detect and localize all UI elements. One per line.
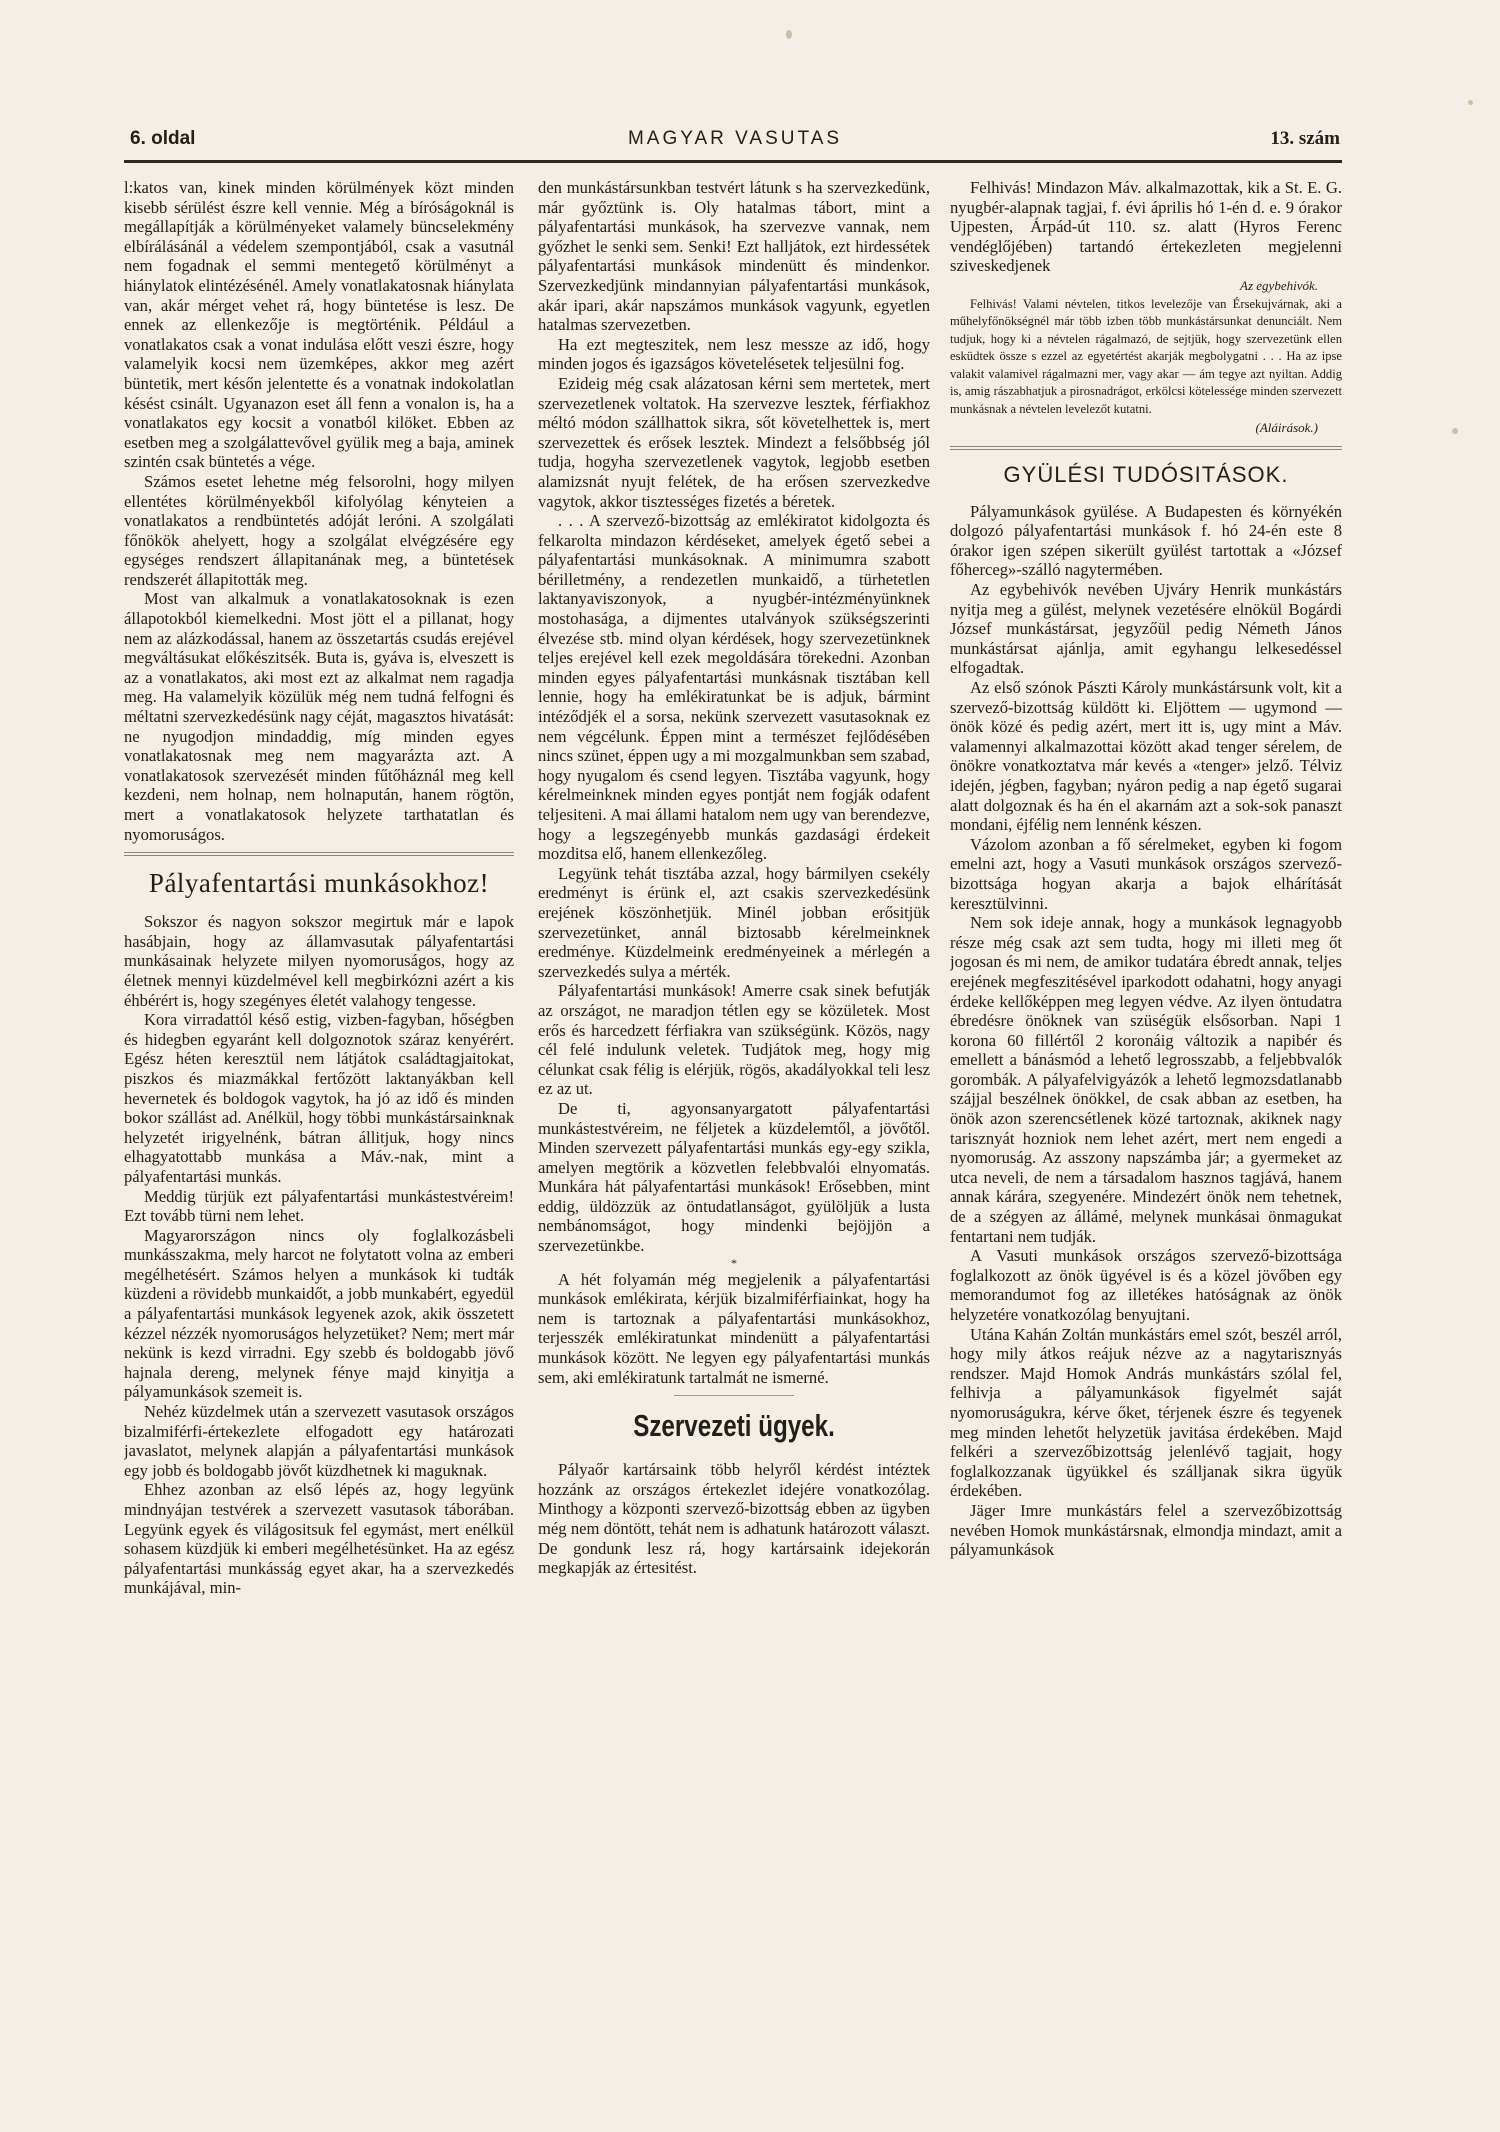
section-divider bbox=[674, 1395, 794, 1396]
section-star: * bbox=[731, 1255, 737, 1270]
article-paragraph: Pályafentartási munkások! Amerre csak sinek befutják az országot, ne maradjon tétlen egy se közületek. Most erős és harcedzett férfiakra van szükségünk. Közös, nagy cél felé indulunk veletek. Tudjátok meg, hogy mig célunkat csak félig is elérjük, rögös, akadályokkal teli lesz ez az ut. bbox=[538, 981, 930, 1099]
article-paragraph: Az egybehivók nevében Ujváry Henrik munkástárs nyitja meg a gülést, melynek vezetésére elnökül Bogárdi József munkástársat, jegyzőül pedig Németh János munkástársat ajánlja, amit egyhangu lelkesedéssel elfogadtak. bbox=[950, 580, 1342, 678]
article-paragraph: Magyarországon nincs oly foglalkozásbeli munkásszakma, mely harcot ne folytatott volna az emberi megélhetésért. Számos helyen a munkások ki tudták küzdeni a rövidebb munkaidőt, a jobb munkabért, egyedül a pályafentartási munkások legyenek azok, akik összetett kézzel nézzék nyomoruságos helyzetüket? Nem; mert már nekünk is kezd virradni. Egy szebb és boldogabb jövő hajnala dereng, melynek fénye majd kinyitja a pályamunkások szemeit is. bbox=[124, 1225, 514, 1402]
article-paragraph: . . . A szervező-bizottság az emlékiratot kidolgozta és felkarolta mindazon kérdéseket, amelyek égető sebei a pályafentartási munkásoknak. A minimumra szabott bérilletmény, a rendezetlen munkaidő, a türhetetlen laktanyaviszonyok, a nyugbér-intézményünknek mostohasága, a dijmentes utalványok szükségszerinti élvezése stb. mind olyan kérdések, hogy szervezetünknek teljes erejével kell ezek megoldására törekedni. Azonban minden egyes pályafentartási munkásnak tisztában kell lennie, hogy ha emlékiratunkat be is adjuk, bármint intéződjék el a sorsa, nekünk szervezett vasutasoknak ez nem végcélunk. Éppen mint a természet fejlődésében nincs szünet, éppen ugy a mi mozgalmunkban sem szabad, hogy nyugalom és csend legyen. Tisztába vagyunk, hogy kérelmeinknek minden egyes pontját nem fogják odafent teljesiteni. A mai állami hatalom nem ugy van berendezve, hogy a legszegényebb munkás gazdasági érdekeit mozditsa elő, hanem ellenkezőleg. bbox=[538, 511, 930, 864]
notice-paragraph: Felhivás! Mindazon Máv. alkalmazottak, kik a St. E. G. nyugbér-alapnak tagjai, f. évi április hó 1-én d. e. 9 órakor Ujpesten, Árpád-út 110. sz. alatt (Hyros Ferenc vendéglőjében) tartandó értekezleten megjelenni sziveskedjenek bbox=[950, 178, 1342, 276]
article-paragraph: Meddig türjük ezt pályafentartási munkástestvéreim! Ezt tovább türni nem lehet. bbox=[124, 1186, 514, 1226]
article-paragraph: De ti, agyonsanyargatott pályafentartási munkástestvéreim, ne féljetek a küzdelemtől, a jövőtől. Minden szervezett pályafentartási munkás egy-egy szikla, amelyen megtörik a közvetlen felebbvalói elnyomatás. Munkára hát pályafentartási munkások! Erősebben, mint eddig, üldözzük az öntudatlanságot, gyülöljük a lusta nembánomságot, hogy mindenki bejöjjön a szervezetünkbe. bbox=[538, 1098, 930, 1256]
article-paragraph: Utána Kahán Zoltán munkástárs emel szót, beszél arról, hogy mily átkos reájuk nézve az a nagytarisznyás rendszer. Majd Homok András munkástárs szólal fel, felhivja a pályamunkások figyelmét saját nyomoruságukra, kérve őket, térjenek észre és tegyenek meg minden lehetőt helyzetük javitása érdekében. Majd felkéri a szervezőbizottság jelenlévő tagjait, hogy foglalkozzanak ügyükkel és szálljanak sikra ügyük érdekében. bbox=[950, 1324, 1342, 1501]
page-header bbox=[130, 128, 1340, 162]
issue-number: 13. szám bbox=[1270, 128, 1340, 149]
article-paragraph: Legyünk tehát tisztába azzal, hogy bármilyen csekély eredményt is érünk el, azt csakis szervezkedésünk erejének köszönhetjük. Minél jobban erősitjük szervezetünket, annál biztosabb kérelmeinknek eredménye. Küzdelmeink eredményeinek a mérlegén a szervezkedés sulya a mérték. bbox=[538, 863, 930, 981]
article-paragraph: Nem sok ideje annak, hogy a munkások legnagyobb része még csak azt sem tudta, hogy mi illeti meg őt jogosan és mi nem, de amikor tudatára ébredt annak, teljes erejének megfeszitésével iparkodott odahatni, hogy anyagi érdeke kellőképpen meg legyen védve. Az ilyen öntudatra ébredésre önöknek van szüségük elsősorban. Napi 1 korona 60 fillértől 2 koronáig változik a napibér és emellett a bánásmód a lehető legrosszabb, a feljebbvalók gorombák. A pályafelvigyázók a lehető legmozsdatlanabb szájjal beszélnek önökkel, de csak abban az esetben, ha önök azon szerencsétlenek közé tartoznak, akiknek nagy tarisznyát hozniok nem lehet azért, mert nem engedi a nyomoruság. Az asszony napszámba jár; a gyermeket az utca neveli, de nem a társadalom hasznos tagjává, hanem annak kárára, szegyenére. Mindezért önök nem tehetnek, de a szégyen az állámé, melynek munkásai önmagukat fentartani nem tudják. bbox=[950, 913, 1342, 1246]
section-heading: Szervezeti ügyek. bbox=[633, 1408, 835, 1444]
article-paragraph: l:katos van, kinek minden körülmények közt minden kisebb sérülést észre kell vennie. Még a bíróságoknál is megállapítják a körülményeket valamely büncselekmény elbírálásánál a védelem szempontjából, csak a vasutnál nem fogadnak el semmi mentegető körülményt a hiánylatok elintézésénél. Amely vonatlakatosnak hiánylata van, akár mérget vehet rá, hogy büntetése is lesz. De ennek az ellenkezője is megtörténik. Például a vonatlakatos csak a vonat indulása előtt veszi észre, hogy valamelyik kocsi nem üzemképes, akkor meg azért büntetik, mert későn jelentette és a vonatnak indokolatlan késést csinált. Ugyanazon eset áll fenn a vonalon is, ha a vonatlakatos egy kocsit a vonatból kilöket. Ebben az esetben meg a szolgálattevővel gyülik meg a baja, aminek szintén csak büntetés a vége. bbox=[124, 178, 514, 472]
article-paragraph: Sokszor és nagyon sokszor megirtuk már e lapok hasábjain, hogy az államvasutak pályafentartási munkásainak helyzete milyen nyomoruságos, hogy az életnek mennyi küzdelmével kell megbirkózni azért a kis éhbérért is, hogy szegényes életét valahogy tengesse. bbox=[124, 912, 514, 1010]
column-1 bbox=[124, 178, 514, 2108]
article-paragraph: Nehéz küzdelmek után a szervezett vasutasok országos bizalmiférfi-értekezlete elfogadott egy határozati javaslatot, melynek alapján a pályafentartási munkások egy jobb és boldogabb jövőt küzdhetnek ki maguknak. bbox=[124, 1402, 514, 1480]
column-2 bbox=[538, 178, 930, 2108]
paper-blemish bbox=[1452, 428, 1458, 434]
article-paragraph: A hét folyamán még megjelenik a pályafentartási munkások emlékirata, kérjük bizalmiférfiainkat, hogy ha nem is tartoznak a pályafentartási munkásokhoz, terjesszék emlékiratunkat mindenütt a pályafentartási munkások között. Ne legyen egy pályafentartási munkás sem, aki emlékiratunk tartalmát ne ismerné. bbox=[538, 1269, 930, 1387]
article-paragraph: Pályamunkások gyülése. A Budapesten és környékén dolgozó pályafentartási munkások f. hó 24-én este 8 órakor igen szépen sikerült gyülést tartottak a «József főherceg»-szálló nagytermében. bbox=[950, 501, 1342, 580]
paper-blemish bbox=[1468, 100, 1473, 105]
paper-title: MAGYAR VASUTAS bbox=[627, 128, 843, 149]
section-divider bbox=[950, 446, 1342, 450]
article-paragraph: den munkástársunkban testvért látunk s ha szervezkedünk, már győztünk is. Oly hatalmas tábort, mint a pályafentartási munkások, ha szervezve vannak, nem győzhet le senki sem. Senki! Ezt halljátok, ezt hirdessétek pályafentartási munkások mindenütt és mindenkor. Szervezkedjünk mindannyian pályafentartási munkások, akár ipari, akár napszámos munkások vagyunk, egyetlen hatalmas szervezetben. bbox=[538, 178, 930, 335]
article-paragraph: A Vasuti munkások országos szervező-bizottsága foglalkozott az önök ügyével is és a közel jövőben egy memorandumot fog az illetékes hatóságnak az önök helyzetére vonatkozólag benyujtani. bbox=[950, 1246, 1342, 1324]
header-rule bbox=[124, 160, 1342, 163]
column-3 bbox=[950, 178, 1342, 2108]
article-paragraph: Most van alkalmuk a vonatlakatosoknak is ezen állapotokból kiemelkedni. Most jött el a pillanat, hogy nem az alázkodással, hanem az összetartás csudás erejével megváltásukat előkészitsék. Buta is, gyáva is, elveszett is az a vonatlakatos, aki most ezt az alkalmat nem ragadja meg. Ha valamelyik közülük még nem tudná felfogni és méltatni szervezkedésünk nagy céját, magasztos hivatását: ne nyugodjon mindaddig, míg minden egyes vonatlakatosnak meg nem magyarázta azt. A vonatlakatosok szervezését minden fűtőháznál meg kell kezdeni, nem holnap, nem holnapután, hanem rögtön, mert a vonatlakatosok helyzete tarthatatlan és nyomoruságos. bbox=[124, 589, 514, 844]
notice-paragraph: Felhivás! Valami névtelen, titkos levelezője van Érsekujvárnak, aki a műhelyfőnökségnél már több izben több munkástársunkat denunciált. Nem tudjuk, hogy ki a névtelen rágalmazó, de sejtjük, hogy szervezetünk ellen esküdtek össze s ezzel az egyetértést akarják megbolygatni . . . Ha az ipse valakit valamivel rágalmazni mer, vagy akar — ám tegye azt nyiltan. Addig is, amig rászabhatjuk a pirosnadrágot, erkölcsi kötelessége minden szervezett munkásnak a névtelen levelezőt kutatni. bbox=[950, 296, 1342, 416]
article-heading: Pályafentartási munkásokhoz! bbox=[148, 868, 490, 899]
article-paragraph: Számos esetet lehetne még felsorolni, hogy milyen ellentétes körülményekből kifolyólag kényteien a vonatlakatos a rendbüntetés adóját leróni. A szolgálati főnökök ahelyett, hogy a szolgálat elvégzésére egy egységes rendszert állapitanának meg, a büntetések rendszerét állapitották meg. bbox=[124, 471, 514, 589]
section-divider bbox=[124, 852, 514, 856]
article-paragraph: Vázolom azonban a fő sérelmeket, egyben ki fogom emelni azt, hogy a Vasuti munkások országos szervező-bizottsága hogyan akarja a bajok elhárítását keresztülvinni. bbox=[950, 834, 1342, 913]
article-paragraph: Az első szónok Pászti Károly munkástársunk volt, kit a szervező-bizottság küldött ki. Eljöttem — ugymond — önök közé és pedig azért, mert itt is, ugy mint a Máv. valamennyi alkalmazottai között akad tenger sérelem, de önökre vonatkoztatva már kevés a «tenger» jelző. Télviz idején, jégben, fagyban; nyáron pedig a nap égető sugarai alatt dolgoznak és ha én el akarnám azt a sok-sok panaszt mondani, éjfélig nem lennénk készen. bbox=[950, 678, 1342, 835]
article-paragraph: Jäger Imre munkástárs felel a szervezőbizottság nevében Homok munkástársnak, elmondja mindazt, amit a pályamunkások bbox=[950, 1500, 1342, 1560]
article-paragraph: Pályaőr kartársaink több helyről kérdést intéztek hozzánk az országos értekezlet idejére vonatkozólag. Minthogy a központi szervező-bizottság ebben az ügyben még nem döntött, tehát nem is adhatunk határozott választ. De gondunk lesz rá, hogy kartársaink idejekorán megkapják az értesitést. bbox=[538, 1460, 930, 1578]
notice-signature: Az egybehivók. bbox=[1240, 277, 1318, 293]
article-paragraph: Ha ezt megteszitek, nem lesz messze az idő, hogy minden jogos és igazságos követelésetek teljesülni fog. bbox=[538, 334, 930, 374]
notice-signature: (Aláirások.) bbox=[1255, 420, 1318, 436]
paper-blemish bbox=[786, 30, 792, 39]
article-paragraph: Ezideig még csak alázatosan kérni sem mertetek, mert szervezetlenek voltatok. Ha szervezve lesztek, férfiakhoz méltó módon szállhattok sikra, sőt követelhettek is, mert szervezettek és erősek lesztek. Mindezt a felsőbbség jól tudja, hogyha szervezetlenek vagytok, legjobb esetben alamizsnát nyujt felétek, de ha erősen szervezkedve vagytok, akkor tisztességes fizetés a béretek. bbox=[538, 373, 930, 511]
page-number: 6. oldal bbox=[130, 128, 196, 149]
section-heading: GYÜLÉSI TUDÓSITÁSOK. bbox=[1003, 461, 1289, 487]
article-paragraph: Kora virradattól késő estig, vizben-fagyban, hőségben és hidegben egyaránt kell dolgoznotok száraz kenyérért. Egész héten keresztül nem látjátok családtagjaitokat, piszkos és miazmákkal fertőzött laktanyákban kell hevernetek és boldogok vagytok, ha jó az idő és minden bokor szállást ad. Anélkül, hogy többi munkástársainknak helyzetét irigyelnénk, bátran állitjuk, hogy nincs elhagyatottabb munkása a Máv.-nak, mint a pályafentartási munkás. bbox=[124, 1010, 514, 1186]
article-paragraph: Ehhez azonban az első lépés az, hogy legyünk mindnyájan testvérek a szervezett vasutasok táborában. Legyünk egyek és világositsuk fel egymást, mert enélkül sohasem küzdjük ki emberi megélhetésünket. Ha az egész pályafentartási munkásság egyet akar, ha a szervezkedés munkájával, min- bbox=[124, 1480, 514, 1598]
